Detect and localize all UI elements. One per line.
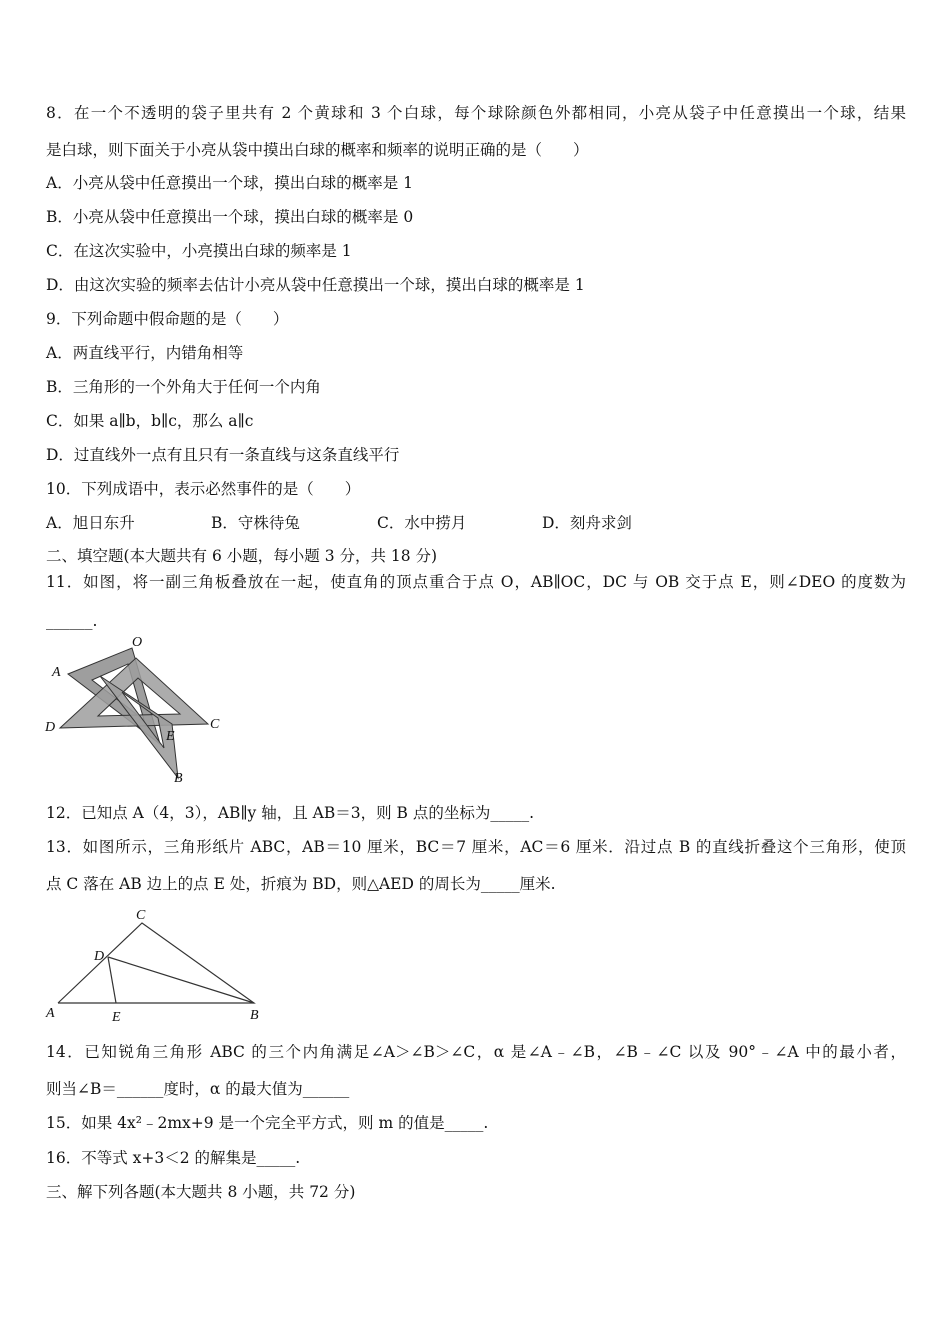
- q16-stem: 16．不等式 x+3＜2 的解集是_____.: [46, 1149, 301, 1167]
- q10-stem: 10．下列成语中，表示必然事件的是（ ）: [46, 480, 361, 498]
- q13-label-b: B: [250, 1008, 259, 1023]
- q11-label-c: C: [210, 717, 220, 732]
- q13-label-d: D: [94, 949, 105, 964]
- q9-option-a: A．两直线平行，内错角相等: [46, 344, 244, 362]
- q11-stem-line2: ______.: [46, 612, 98, 630]
- q8-stem-line2: 是白球，则下面关于小亮从袋中摸出白球的概率和频率的说明正确的是（ ）: [46, 141, 589, 159]
- q8-option-d: D．由这次实验的频率去估计小亮从袋中任意摸出一个球，摸出白球的概率是 1: [46, 276, 585, 294]
- q11-label-e: E: [166, 729, 175, 744]
- q8-option-a: A．小亮从袋中任意摸出一个球，摸出白球的概率是 1: [46, 174, 413, 192]
- q8-stem-line1: 8．在一个不透明的袋子里共有 2 个黄球和 3 个白球，每个球除颜色外都相同，小亮从袋子中任意摸出一个球，结果: [46, 104, 906, 122]
- q8-option-c: C．在这次实验中，小亮摸出白球的频率是 1: [46, 242, 352, 260]
- q11-label-o: O: [132, 636, 143, 650]
- q8-option-b: B．小亮从袋中任意摸出一个球，摸出白球的概率是 0: [46, 208, 414, 226]
- section2-heading: 二、填空题(本大题共有 6 小题，每小题 3 分，共 18 分): [46, 547, 438, 565]
- q9-option-b: B．三角形的一个外角大于任何一个内角: [46, 378, 321, 396]
- q9-stem: 9．下列命题中假命题的是（ ）: [46, 310, 289, 328]
- q13-label-a: A: [46, 1006, 55, 1021]
- q13-label-c: C: [136, 908, 146, 923]
- q15-stem: 15．如果 4x²﹣2mx+9 是一个完全平方式，则 m 的值是_____.: [46, 1114, 489, 1132]
- q11-label-a: A: [52, 665, 61, 680]
- q11-label-b: B: [174, 771, 183, 786]
- q13-stem-line2: 点 C 落在 AB 边上的点 E 处，折痕为 BD，则△AED 的周长为_____厘米.: [46, 875, 556, 893]
- q11-stem-line1: 11．如图，将一副三角板叠放在一起，使直角的顶点重合于点 O，AB∥OC，DC 与 OB 交于点 E，则∠DEO 的度数为: [46, 573, 906, 591]
- q14-stem-line2: 则当∠B＝______度时，α 的最大值为______: [46, 1080, 350, 1098]
- q13-figure: [40, 905, 270, 1027]
- q9-option-d: D．过直线外一点有且只有一条直线与这条直线平行: [46, 446, 400, 464]
- section3-heading: 三、解下列各题(本大题共 8 小题，共 72 分): [46, 1183, 356, 1201]
- q10-option-c: C．水中捞月: [377, 514, 467, 532]
- q10-option-d: D．刻舟求剑: [542, 514, 632, 532]
- q13-fold-bd: [108, 957, 254, 1003]
- q13-triangle-abc: [58, 923, 254, 1003]
- q11-label-d: D: [45, 720, 56, 735]
- q9-option-c: C．如果 a∥b，b∥c，那么 a∥c: [46, 412, 254, 430]
- q11-figure: [40, 636, 240, 786]
- q13-label-e: E: [112, 1010, 121, 1025]
- q14-stem-line1: 14．已知锐角三角形 ABC 的三个内角满足∠A＞∠B＞∠C，α 是∠A﹣∠B，∠B﹣∠C 以及 90°﹣∠A 中的最小者，: [46, 1043, 906, 1061]
- q12-stem: 12．已知点 A（4，3），AB∥y 轴，且 AB＝3，则 B 点的坐标为_____.: [46, 804, 535, 822]
- q10-option-b: B．守株待兔: [211, 514, 300, 532]
- q13-segment-de: [108, 957, 116, 1003]
- q10-option-a: A．旭日东升: [46, 514, 135, 532]
- q13-stem-line1: 13．如图所示，三角形纸片 ABC，AB＝10 厘米，BC＝7 厘米，AC＝6 厘米．沿过点 B 的直线折叠这个三角形，使顶: [46, 838, 906, 856]
